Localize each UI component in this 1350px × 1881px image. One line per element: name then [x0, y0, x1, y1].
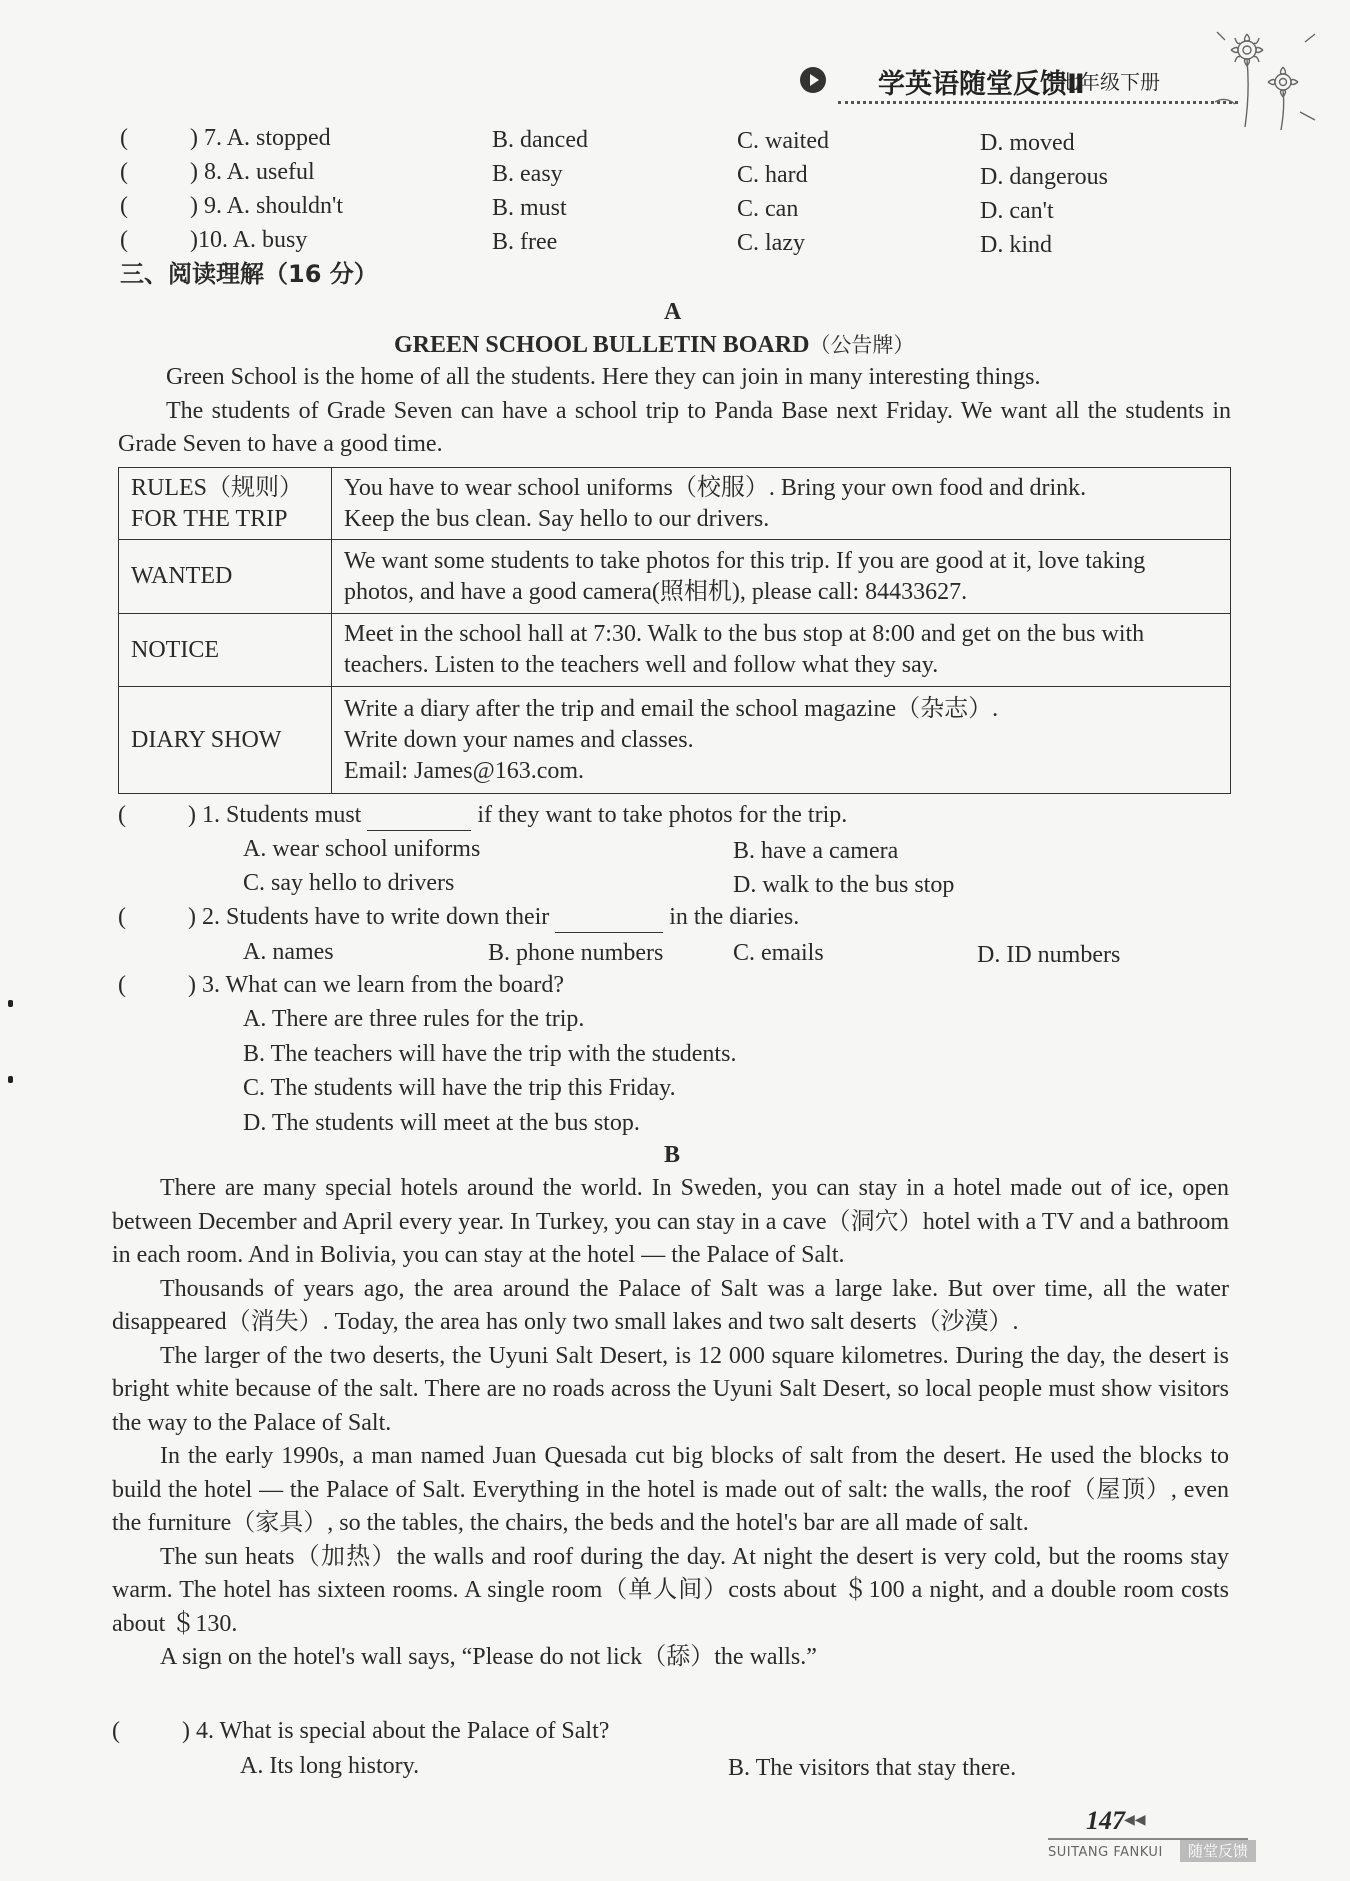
answer-paren: ( [120, 227, 128, 253]
option-b: B. free [492, 229, 558, 255]
margin-mark [8, 1000, 13, 1007]
board-line: Keep the bus clean. Say hello to our drivers. [344, 505, 770, 532]
option-c: C. hard [737, 162, 808, 188]
option-b: B. danced [492, 127, 588, 153]
table-row [119, 468, 1231, 540]
option-b: B. easy [492, 161, 563, 187]
board-key: WANTED [119, 540, 332, 614]
passage-letter-b: B [664, 1142, 681, 1168]
option-d: D. walk to the bus stop [733, 872, 955, 898]
stem-text: in the diaries. [669, 904, 800, 930]
option-c: C. The students will have the trip this Friday. [243, 1075, 676, 1101]
footer-brand: SUITANG FANKUI [1048, 1845, 1163, 1860]
passage-letter-a: A [664, 299, 682, 325]
option-b: B. The visitors that stay there. [728, 1755, 1017, 1781]
paragraph: Green School is the home of all the students. Here they can join in many interesting things. [166, 364, 1041, 390]
answer-paren: ( [120, 193, 128, 219]
option-c: C. emails [733, 940, 824, 966]
option-c: C. lazy [737, 230, 805, 256]
play-icon [800, 67, 826, 93]
option-c: C. can [737, 196, 799, 222]
board-line: Email: James@163.com. [344, 757, 585, 784]
board-line: You have to wear school uniforms（校服）. Bring your own food and drink. [344, 474, 1087, 501]
passage-b-body [112, 1172, 1229, 1675]
option-a: )10. A. busy [190, 227, 308, 253]
table-row [119, 687, 1231, 794]
page-number: 147 [1086, 1806, 1125, 1835]
answer-paren: ( [120, 159, 128, 185]
book-subtitle: 七年级下册 [1060, 70, 1160, 94]
passage-a-title-en: GREEN SCHOOL BULLETIN BOARD [394, 332, 810, 358]
board-value: We want some students to take photos for this trip. If you are good at it, love taking photos, and have a good camera(照相机), please call: 84433627. [332, 540, 1231, 614]
option-d: D. ID numbers [977, 942, 1121, 968]
answer-blank [555, 902, 663, 933]
stem-text: ) 2. Students have to write down their [188, 904, 550, 930]
paragraph: In the early 1990s, a man named Juan Quesada cut big blocks of salt from the desert. He used the blocks to build the hotel — the Palace of Salt. Everything in the hotel is made out of salt: the walls, the roof（屋顶）, even the furniture（家具）, so the tables, the chairs, the beds and the hotel's bar are all made of salt. [112, 1443, 1229, 1536]
board-line: Write a diary after the trip and email the school magazine（杂志）. [344, 695, 999, 722]
section-heading: 三、阅读理解（16 分） [120, 260, 378, 288]
option-d: D. can't [980, 198, 1054, 224]
option-b: B. The teachers will have the trip with the students. [243, 1041, 737, 1067]
passage-a-title [394, 330, 914, 360]
board-key: DIARY SHOW [119, 687, 332, 794]
board-key: NOTICE [119, 614, 332, 687]
board-value [332, 687, 1231, 794]
bulletin-board-table [118, 467, 1231, 794]
option-d: D. kind [980, 232, 1052, 258]
option-b: B. must [492, 195, 567, 221]
option-b: B. phone numbers [488, 940, 664, 966]
option-d: D. The students will meet at the bus stop. [243, 1110, 640, 1136]
paragraph: The larger of the two deserts, the Uyuni Salt Desert, is 12 000 square kilometres. During the day, the desert is bright white because of the salt. There are no roads across the Uyuni Salt Desert, so local people must show visitors the way to the Palace of Salt. [112, 1342, 1229, 1436]
board-line: Write down your names and classes. [344, 726, 694, 753]
paragraph: A sign on the hotel's wall says, “Please do not lick（舔）the walls.” [160, 1644, 817, 1670]
stem-text: if they want to take photos for the trip. [477, 802, 848, 828]
option-a: A. names [243, 939, 334, 965]
board-value: Meet in the school hall at 7:30. Walk to the bus stop at 8:00 and get on the bus with teachers. Listen to the teachers well and follow what they say. [332, 614, 1231, 687]
question-stem [188, 902, 799, 933]
question-stem: ) 3. What can we learn from the board? [188, 972, 565, 998]
table-row [119, 540, 1231, 614]
answer-paren: ( [118, 904, 126, 930]
option-d: D. dangerous [980, 164, 1108, 190]
passage-a-title-cn: （公告牌） [809, 333, 915, 357]
option-d: D. moved [980, 130, 1075, 156]
board-key: RULES（规则）FOR THE TRIP [119, 468, 332, 540]
option-c: C. waited [737, 128, 829, 154]
table-row [119, 614, 1231, 687]
header-dotted-rule [838, 101, 1238, 104]
option-a: A. wear school uniforms [243, 836, 481, 862]
footer-badge: 随堂反馈 [1180, 1840, 1256, 1862]
paragraph: The sun heats（加热）the walls and roof during the day. At night the desert is very cold, but the rooms stay warm. The hotel has sixteen rooms. A single room（单人间）costs about ＄100 a night, and a double room costs about ＄130. [112, 1543, 1229, 1637]
option-a: ) 7. A. stopped [190, 125, 331, 151]
answer-paren: ( [120, 125, 128, 151]
sunflower-decoration [1205, 12, 1325, 132]
paragraph: There are many special hotels around the world. In Sweden, you can stay in a hotel made out of ice, open between December and April every year. In Turkey, you can stay in a cave（洞穴）hotel with a TV and a bathroom in each room. And in Bolivia, you can stay at the hotel — the Palace of Salt. [112, 1175, 1229, 1268]
question-stem: ) 4. What is special about the Palace of Salt? [182, 1718, 610, 1744]
option-b: B. have a camera [733, 838, 899, 864]
paragraph: Thousands of years ago, the area around the Palace of Salt was a large lake. But over time, all the water disappeared（消失）. Today, the area has only two small lakes and two salt deserts（沙漠）. [112, 1275, 1229, 1335]
option-c: C. say hello to drivers [243, 870, 455, 896]
margin-mark [8, 1076, 13, 1083]
option-a: ) 8. A. useful [190, 159, 315, 185]
option-a: ) 9. A. shouldn't [190, 193, 343, 219]
answer-blank [367, 800, 471, 831]
answer-paren: ( [118, 972, 126, 998]
passage-a-intro [118, 361, 1231, 462]
answer-paren: ( [118, 802, 126, 828]
page-arrows-icon: ◀◀ [1124, 1813, 1146, 1828]
question-stem [188, 800, 847, 831]
stem-text: ) 1. Students must [188, 802, 362, 828]
board-value [332, 468, 1231, 540]
paragraph: The students of Grade Seven can have a school trip to Panda Base next Friday. We want all the students in Grade Seven to have a good time. [118, 397, 1231, 457]
book-title: 学英语随堂反馈Ⅱ [878, 69, 1085, 100]
answer-paren: ( [112, 1718, 120, 1744]
option-a: A. Its long history. [240, 1753, 420, 1779]
option-a: A. There are three rules for the trip. [243, 1006, 585, 1032]
